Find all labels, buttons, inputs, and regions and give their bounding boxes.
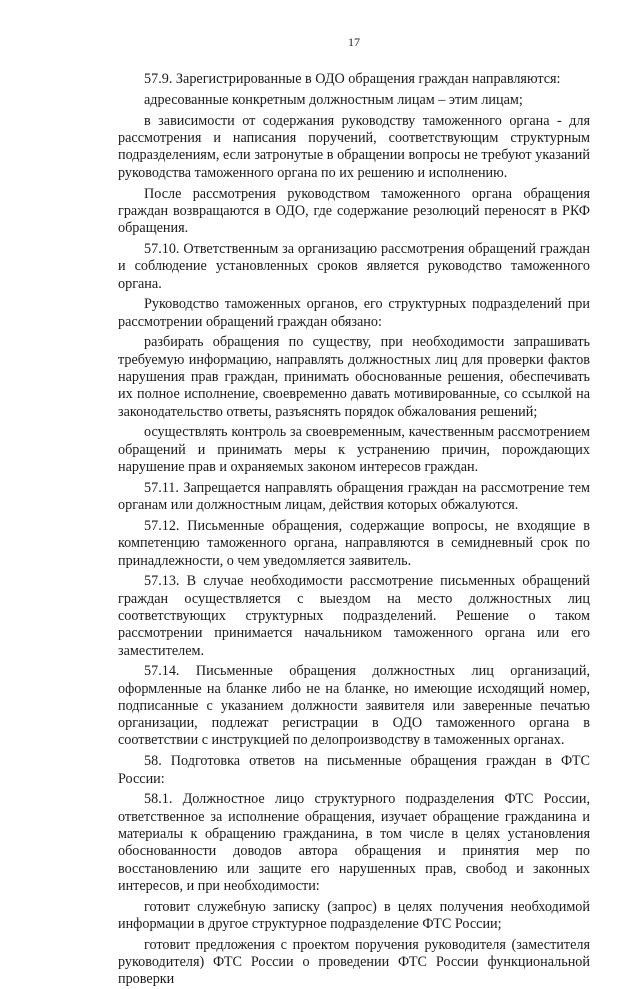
- paragraph-57-10: 57.10. Ответственным за организацию рассмотрения обращений граждан и соблюдение установленных сроков является руководство таможенного органа.: [118, 240, 590, 292]
- paragraph-after-review: После рассмотрения руководством таможенного органа обращения граждан возвращаются в ОДО, где содержание резолюций переносят в РКФ обращения.: [118, 185, 590, 237]
- paragraph-addressed: адресованные конкретным должностным лицам – этим лицам;: [144, 92, 523, 109]
- paragraph-depending: в зависимости от содержания руководству таможенного органа - для рассмотрения и написания поручений, соответствующим структурным подразделениям, если затронутые в обращении вопросы не требуют указаний руководства таможенного органа по их решению и исполнению.: [118, 112, 590, 181]
- paragraph-57-9: 57.9. Зарегистрированные в ОДО обращения граждан направляются:: [144, 71, 561, 88]
- paragraph-57-13: 57.13. В случае необходимости рассмотрение письменных обращений граждан осуществляется с выездом на место должностных лиц соответствующих структурных подразделений. Решение о таком рассмотрении принимается начальником таможенного органа или его заместителем.: [118, 573, 590, 659]
- paragraph-control: осуществлять контроль за своевременным, качественным рассмотрением обращений и принимать меры к устранению причин, порождающих нарушение прав и охраняемых законом интересов граждан.: [118, 424, 590, 476]
- paragraph-57-12: 57.12. Письменные обращения, содержащие вопросы, не входящие в компетенцию таможенного органа, направляются в семидневный срок по принадлежности, о чем уведомляется заявитель.: [118, 517, 590, 569]
- paragraph-57-14: 57.14. Письменные обращения должностных лиц организаций, оформленные на бланке либо не на бланке, но имеющие исходящий номер, подписанные с указанием должности заявителя или заверенные печатью организации, подлежат регистрации в ОДО таможенного органа в соответствии с инструкцией по делопроизводству в таможенных органах.: [118, 663, 590, 749]
- paragraph-57-11: 57.11. Запрещается направлять обращения граждан на рассмотрение тем органам или должностным лицам, действия которых обжалуются.: [118, 479, 590, 514]
- paragraph-58: 58. Подготовка ответов на письменные обращения граждан в ФТС России:: [118, 753, 590, 787]
- page-number: 17: [348, 35, 360, 49]
- paragraph-58-1: 58.1. Должностное лицо структурного подразделения ФТС России, ответственное за исполнение обращения, изучает обращение гражданина и материалы к обращению гражданина, в том числе в целях установления обоснованности доводов автора обращения и принятия мер по восстановлению или защите его нарушенных прав, свобод и законных интересов, и при необходимости:: [118, 791, 590, 894]
- paragraph-proposals: готовит предложения с проектом поручения руководителя (заместителя руководителя) ФТС России о проведении ФТС России функциональной проверки: [118, 936, 590, 988]
- paragraph-memo: готовит служебную записку (запрос) в целях получения необходимой информации в другое структурное подразделение ФТС России;: [118, 898, 590, 932]
- paragraph-management-obliged: Руководство таможенных органов, его структурных подразделений при рассмотрении обращений граждан обязано:: [118, 296, 590, 330]
- paragraph-examine: разбирать обращения по существу, при необходимости запрашивать требуемую информацию, направлять должностных лиц для проверки фактов нарушения прав граждан, принимать обоснованные решения, обеспечивать их полное исполнение, своевременно давать мотивированные, со ссылкой на законодательство ответы, разъяснять порядок обжалования решений;: [118, 334, 590, 420]
